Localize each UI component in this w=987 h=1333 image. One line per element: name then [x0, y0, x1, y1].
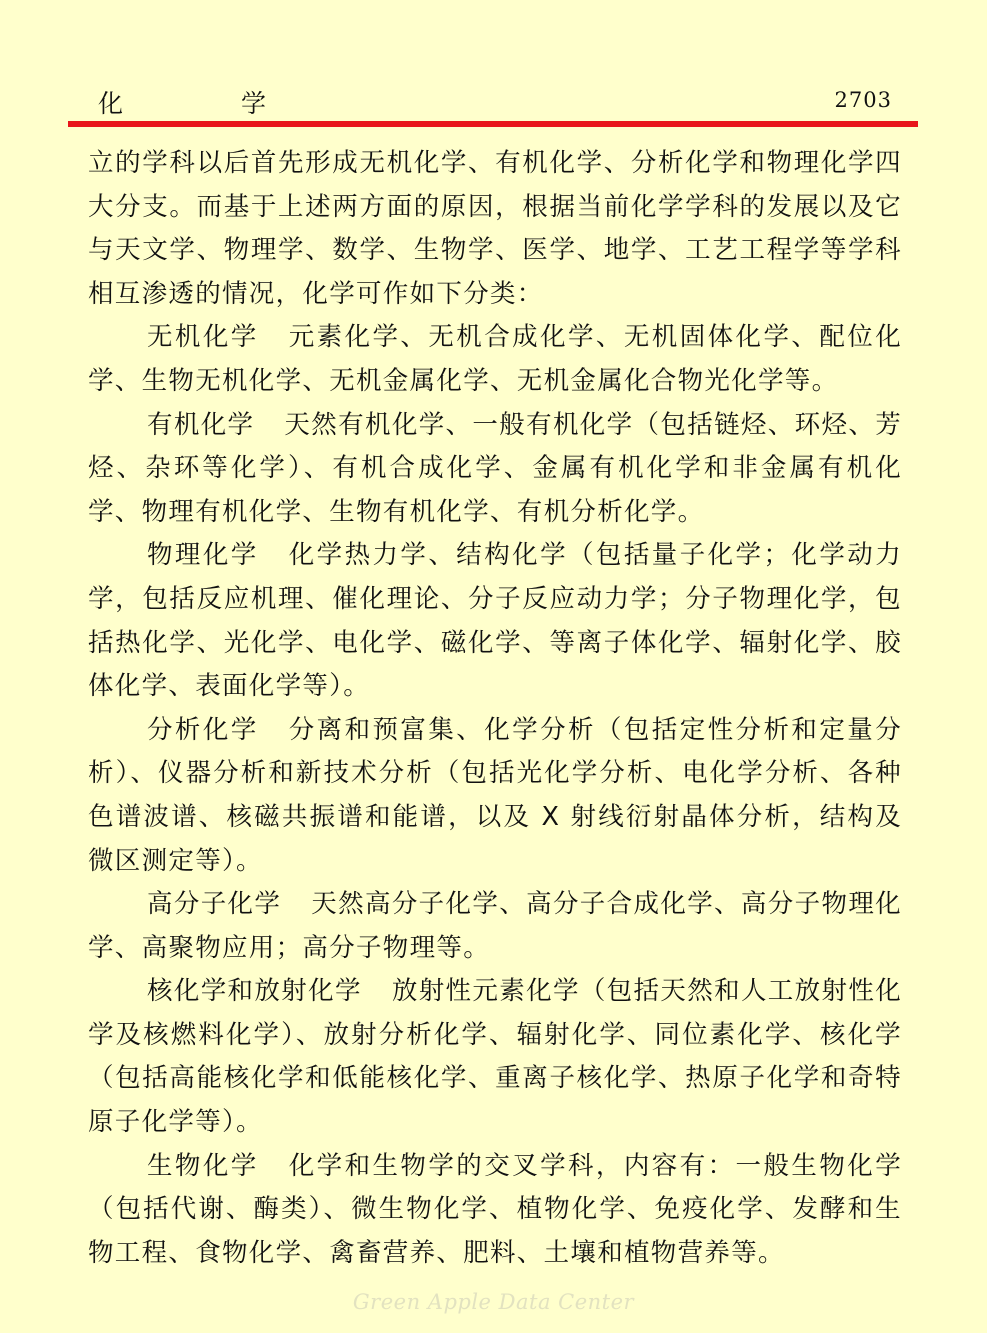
section-paragraph-organic [88, 404, 902, 535]
section-paragraph-polymer [88, 883, 902, 970]
running-title: 化学 [98, 89, 385, 118]
section-term: 物理化学 [147, 540, 259, 571]
section-paragraph-analytical [88, 709, 902, 883]
section-term: 生物化学 [147, 1150, 259, 1181]
section-paragraph-physical [88, 534, 902, 708]
intro-paragraph: 立的学科以后首先形成无机化学、有机化学、分析化学和物理化学四大分支。而基于上述两方面的原因，根据当前化学学科的发展以及它与天文学、物理学、数学、生物学、医学、地学、工艺工程学等学科相互渗透的情况，化学可作如下分类： [88, 148, 902, 309]
section-text: 放射性元素化学（包括天然和人工放射性化学及核燃料化学）、放射分析化学、辐射化学、同位素化学、核化学（包括高能核化学和低能核化学、重离子核化学、热原子化学和奇特原子化学等）。 [88, 976, 903, 1138]
section-text: 化学热力学、结构化学（包括量子化学；化学动力学，包括反应机理、催化理论、分子反应动力学；分子物理化学，包括热化学、光化学、电化学、磁化学、等离子体化学、辐射化学、胶体化学、表面化学等）。 [88, 540, 902, 702]
section-text: 化学和生物学的交叉学科，内容有：一般生物化学（包括代谢、酶类）、微生物化学、植物化学、免疫化学、发酵和生物工程、食物化学、禽畜营养、肥料、土壤和植物营养等。 [88, 1150, 902, 1268]
section-paragraph-nuclear [88, 970, 902, 1144]
section-term: 无机化学 [147, 322, 259, 353]
section-text: 分离和预富集、化学分析（包括定性分析和定量分析）、仪器分析和新技术分析（包括光化学分析、电化学分析、各种色谱波谱、核磁共振谱和能谱，以及 X 射线衍射晶体分析，结构及微区测定等）。 [88, 714, 902, 876]
page-number: 2703 [834, 88, 892, 112]
section-term: 高分子化学 [147, 889, 282, 920]
section-text: 天然高分子化学、高分子合成化学、高分子物理化学、高聚物应用；高分子物理等。 [88, 889, 902, 963]
section-term: 核化学和放射化学 [147, 976, 362, 1007]
section-text: 元素化学、无机合成化学、无机固体化学、配位化学、生物无机化学、无机金属化学、无机金属化合物光化学等。 [88, 322, 902, 396]
section-paragraph-inorganic [88, 316, 902, 403]
section-term: 分析化学 [147, 714, 259, 745]
section-paragraph-biochemistry [88, 1145, 902, 1276]
section-text: 天然有机化学、一般有机化学（包括链烃、环烃、芳烃、杂环等化学）、有机合成化学、金属有机化学和非金属有机化学、物理有机化学、生物有机化学、有机分析化学。 [88, 409, 902, 527]
section-term: 有机化学 [147, 409, 255, 440]
header-rule [68, 121, 918, 127]
watermark: Green Apple Data Center [352, 1290, 635, 1314]
page-header [68, 78, 918, 122]
body-text [88, 142, 902, 1275]
